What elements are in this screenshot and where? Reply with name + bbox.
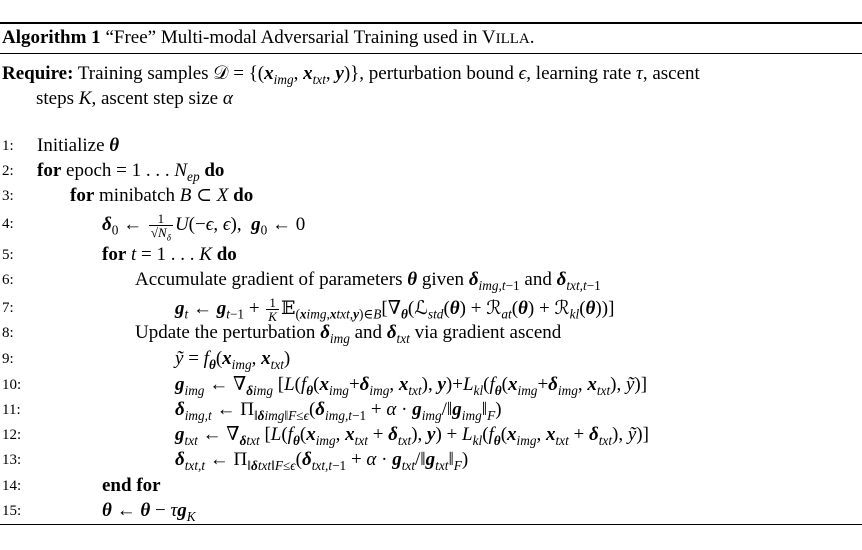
line-number: 6:	[2, 272, 14, 288]
line-text: Initialize θ	[37, 135, 120, 156]
line-text: θ ← $\theta - \tau g_K$	[102, 500, 196, 524]
line-number: 1:	[2, 138, 14, 154]
line-text: $g_{txt}$ ← $\nabla_{\delta txt}$ [$L(f_\theta(x_{img}$, $x_{txt} + \delta_{txt}$), $y) + L_{kl}(f_\theta(x_{img}$, $x_{txt} + \delta_{txt}$), ỹ)]	[175, 424, 649, 448]
line-number: 4:	[2, 216, 14, 232]
line-number: 10:	[2, 377, 22, 393]
line-text: ỹ = $f_\theta(x_{img}$, $x_{txt}$)	[175, 348, 291, 372]
line-text: $g_{img}$ ← $\nabla_{\delta img}$ [$L(f_\theta(x_{img}+\delta_{img}$, $x_{txt}$), $y)+L_{kl}(f_\theta(x_{img}+\delta_{img}$, $x_{txt}$), ỹ)]	[175, 374, 648, 398]
caption-rule	[0, 53, 862, 54]
line-text: $\delta_{img,t}$ ← $\Pi_{‖\delta img‖F\le\epsilon}(\delta_{img,t-1} + \alpha$ · $g_{img}/‖g_{img}‖_F$)	[175, 399, 502, 423]
line-text: for minibatch B ⊂ X do	[70, 185, 254, 206]
line-text: for t = 1 . . . K do	[102, 244, 237, 265]
line-text: $\delta_0$ ← $\frac{1}{√N_\delta}$ U(−ϵ, ϵ), $g_0$ ← 0	[102, 211, 306, 243]
require-line-2: steps K, ascent step size α	[36, 88, 233, 109]
line-number: 13:	[2, 452, 22, 468]
line-number: 2:	[2, 163, 14, 179]
line-number: 14:	[2, 478, 22, 494]
line-number: 12:	[2, 427, 22, 443]
line-number: 5:	[2, 247, 14, 263]
line-number: 11:	[2, 402, 21, 418]
require-line-1: Training samples 𝒟 = {($x_{img}$, $x_{txt}$, y)}, perturbation bound ϵ, learning rate τ, ascent	[77, 63, 700, 87]
line-text: for epoch = 1 . . . $N_{ep}$ do	[37, 160, 225, 184]
algorithm-title: “Free” Multi-modal Adversarial Training used in VILLA.	[105, 27, 535, 48]
line-number: 8:	[2, 325, 14, 341]
algorithm-label: Algorithm 1	[2, 27, 101, 48]
line-text: $\delta_{txt,t}$ ← $\Pi_{‖\delta txt‖F\le\epsilon}(\delta_{txt,t-1} + \alpha$ · $g_{txt}/‖g_{txt}‖_F$)	[175, 449, 469, 473]
line-text: Accumulate gradient of parameters θ given $\delta_{img,t-1}$ and $\delta_{txt,t-1}$	[135, 269, 601, 293]
line-text: Update the perturbation $\delta_{img}$ and $\delta_{txt}$ via gradient ascend	[135, 322, 562, 346]
require-block	[2, 61, 860, 111]
line-text: $g_t$ ← $g_{t-1}$ + $\frac{1}{K}$ $𝔼_{(ximg,xtxt,y)\in B}[\nabla_\theta(ℒ_{std}(\theta)$ + ℛ$_{at}$(θ) + ℛ$_{kl}$(θ))]	[175, 295, 615, 324]
line-text: end for	[102, 475, 161, 496]
algorithm-caption	[2, 24, 535, 53]
line-number: 7:	[2, 300, 14, 316]
bottom-rule	[0, 524, 862, 525]
line-number: 3:	[2, 188, 14, 204]
line-number: 15:	[2, 503, 22, 519]
line-number: 9:	[2, 351, 14, 367]
require-label: Require:	[2, 63, 74, 84]
